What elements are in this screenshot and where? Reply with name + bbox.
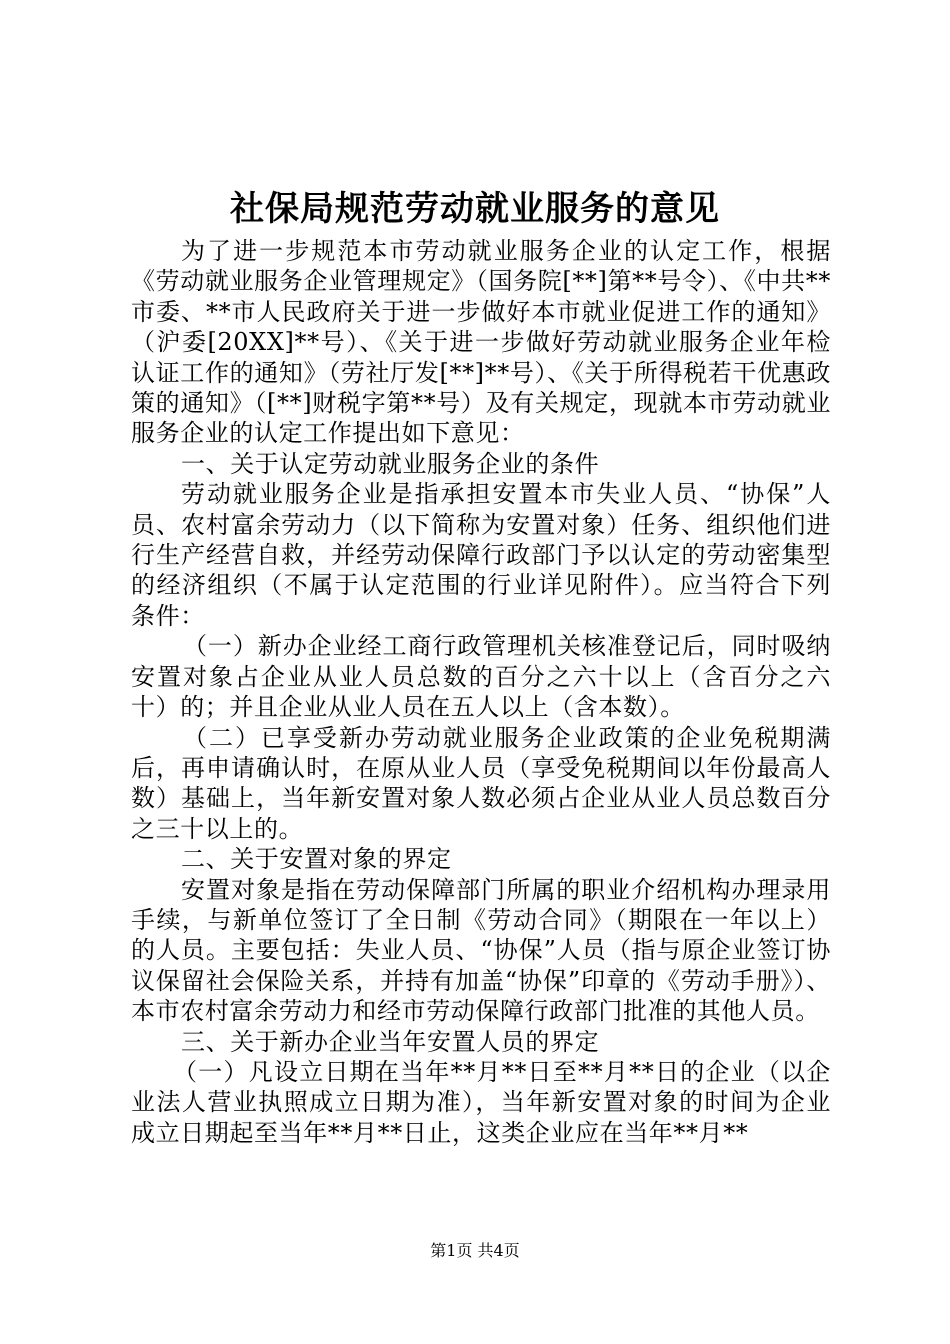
paragraph-definition: 劳动就业服务企业是指承担安置本市失业人员、“协保”人员、农村富余劳动力（以下简称为安置对象）任务、组织他们进行生产经营自救，并经劳动保障行政部门予以认定的劳动密集型的经济组织（不属于认定范围的行业详见附件）。应当符合下列条件： — [131, 480, 831, 630]
paragraph-intro: 为了进一步规范本市劳动就业服务企业的认定工作，根据《劳动就业服务企业管理规定》（国务院[**]第**号令）、《中共**市委、**市人民政府关于进一步做好本市就业促进工作的通知》（沪委[20XX]**号）、《关于进一步做好劳动就业服务企业年检认证工作的通知》（劳社厅发[**]**号）、《关于所得税若干优惠政策的通知》（[**]财税字第**号）及有关规定，现就本市劳动就业服务企业的认定工作提出如下意见： — [131, 237, 831, 448]
paragraph-new-enterprise-1: （一）凡设立日期在当年**月**日至**月**日的企业（以企业法人营业执照成立日期为准），当年新安置对象的时间为企业成立日期起至当年**月**日止，这类企业应在当年**月** — [131, 1057, 831, 1147]
section-heading-1: 一、关于认定劳动就业服务企业的条件 — [181, 449, 600, 478]
page-footer: 第1页 共4页 — [430, 1241, 520, 1260]
paragraph-placement-objects: 安置对象是指在劳动保障部门所属的职业介绍机构办理录用手续，与新单位签订了全日制《劳动合同》（期限在一年以上）的人员。主要包括：失业人员、“协保”人员（指与原企业签订协议保留社会保险关系，并持有加盖“协保”印章的《劳动手册》）、本市农村富余劳动力和经市劳动保障行政部门批准的其他人员。 — [131, 875, 831, 1026]
section-heading-3: 三、关于新办企业当年安置人员的界定 — [181, 1027, 600, 1056]
section-heading-2: 二、关于安置对象的界定 — [181, 845, 452, 874]
paragraph-condition-1: （一）新办企业经工商行政管理机关核准登记后，同时吸纳安置对象占企业从业人员总数的百分之六十以上（含百分之六十）的；并且企业从业人员在五人以上（含本数）。 — [131, 632, 831, 722]
document-body — [131, 236, 831, 1148]
document-title: 社保局规范劳动就业服务的意见 — [230, 189, 720, 229]
paragraph-condition-2: （二）已享受新办劳动就业服务企业政策的企业免税期满后，再申请确认时，在原从业人员（享受免税期间以年份最高人数）基础上，当年新安置对象人数必须占企业从业人员总数百分之三十以上的。 — [131, 723, 831, 843]
